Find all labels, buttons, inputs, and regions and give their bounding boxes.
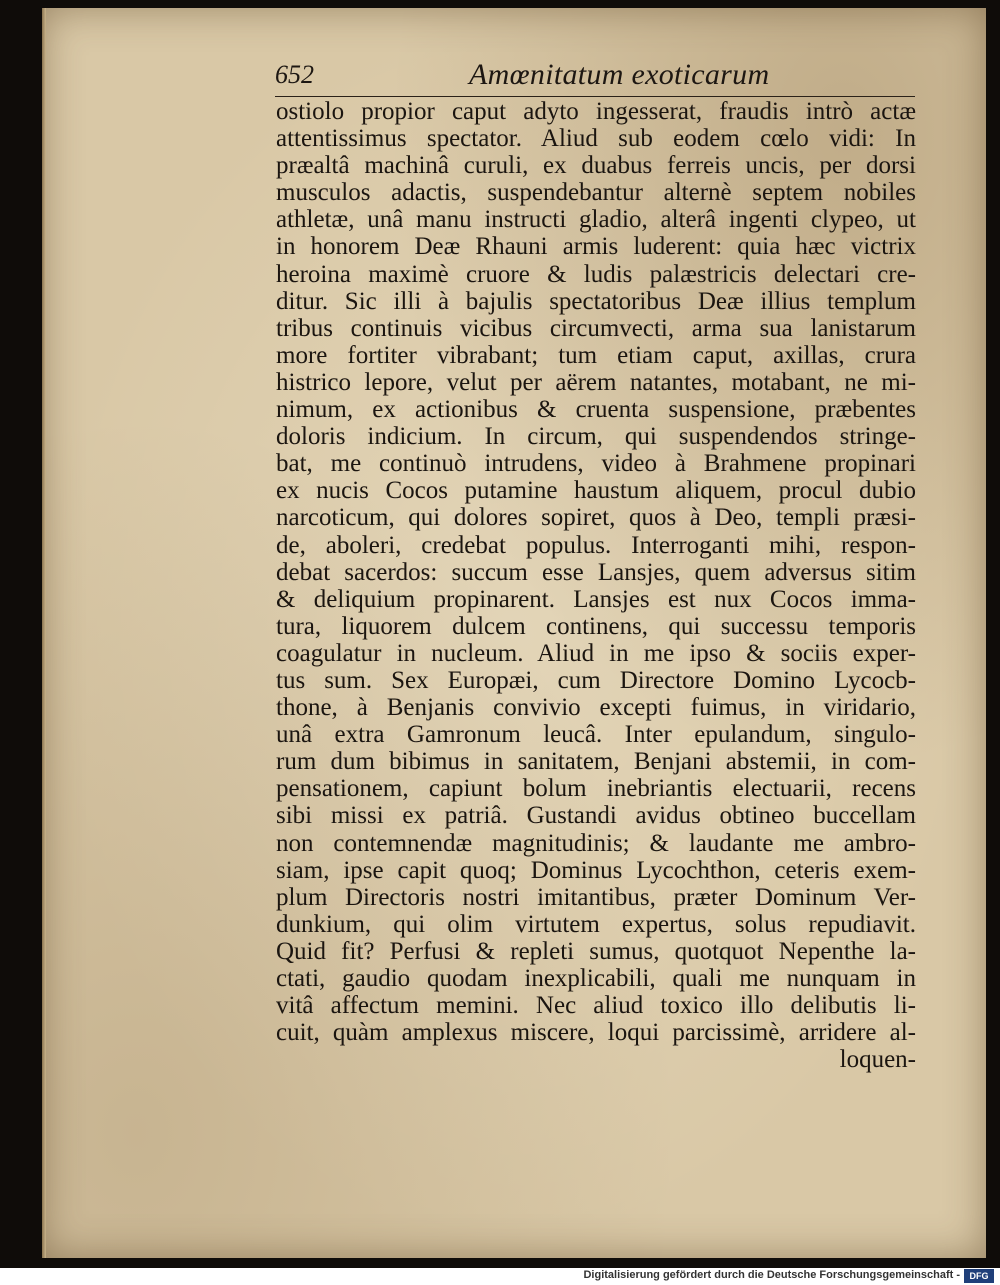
text-line: tura, liquorem dulcem continens, qui successu temporis xyxy=(276,612,916,640)
text-line: coagulatur in nucleum. Aliud in me ipso & sociis exper- xyxy=(276,639,916,667)
body-text xyxy=(276,98,916,1073)
text-line: tribus continuis vicibus circumvecti, arma sua lanistarum xyxy=(276,314,916,342)
text-line: ctati, gaudio quodam inexplicabili, quali me nunquam in xyxy=(276,965,916,992)
text-line: siam, ipse capit quoq; Dominus Lycochthon, ceteris exem- xyxy=(276,856,916,884)
text-line: musculos adactis, suspendebantur alternè septem nobiles xyxy=(276,179,916,207)
text-line: præaltâ machinâ curuli, ex duabus ferreis uncis, per dorsi xyxy=(276,152,916,180)
text-line: dunkium, qui olim virtutem expertus, solus repudiavit. xyxy=(276,910,916,938)
page-header xyxy=(275,56,915,97)
text-line: ostiolo propior caput adyto ingesserat, fraudis intrò actæ xyxy=(276,98,916,125)
text-line: in honorem Deæ Rhauni armis luderent: quia hæc victrix xyxy=(276,233,916,261)
text-line: attentissimus spectator. Aliud sub eodem cœlo vidi: In xyxy=(276,125,916,153)
text-line: more fortiter vibrabant; tum etiam caput, axillas, crura xyxy=(276,341,916,369)
text-line: thone, à Benjanis convivio excepti fuimus, in viridario, xyxy=(276,694,916,722)
funding-note: Digitalisierung gefördert durch die Deutsche Forschungsgemeinschaft - xyxy=(583,1269,960,1281)
text-line: & deliquium propinarent. Lansjes est nux Cocos imma- xyxy=(276,585,916,613)
page-number: 652 xyxy=(275,60,314,89)
catchword: loquen- xyxy=(839,1046,916,1074)
page-edge xyxy=(42,8,46,1258)
text-line: rum dum bibimus in sanitatem, Benjani abstemii, in com- xyxy=(276,748,916,776)
digitization-footer xyxy=(0,1268,1000,1285)
text-line: bat, me continuò intrudens, video à Brahmene propinari xyxy=(276,450,916,478)
text-line: narcoticum, qui dolores sopiret, quos à Deo, templi præsi- xyxy=(276,504,916,532)
text-line: doloris indicium. In circum, qui suspendendos stringe- xyxy=(276,423,916,451)
text-line: de, aboleri, credebat populus. Interroganti mihi, respon- xyxy=(276,531,916,559)
text-line: nimum, ex actionibus & cruenta suspensione, præbentes xyxy=(276,396,916,424)
text-line: heroina maximè cruore & ludis palæstricis delectari cre- xyxy=(276,260,916,288)
text-line: sibi missi ex patriâ. Gustandi avidus obtineo buccellam xyxy=(276,802,916,830)
text-line: cuit, quàm amplexus miscere, loqui parcissimè, arridere al- xyxy=(276,1019,916,1047)
text-line: pensationem, capiunt bolum inebriantis electuarii, recens xyxy=(276,775,916,803)
text-line: ditur. Sic illi à bajulis spectatoribus Deæ illius templum xyxy=(276,287,916,315)
dfg-logo: DFG xyxy=(964,1269,994,1283)
text-line: plum Directoris nostri imitantibus, præter Dominum Ver- xyxy=(276,883,916,911)
running-title: Amœnitatum exoticarum xyxy=(469,58,770,91)
text-line: Quid fit? Perfusi & repleti sumus, quotquot Nepenthe la- xyxy=(276,937,916,965)
text-line: histrico lepore, velut per aërem natantes, motabant, ne mi- xyxy=(276,368,916,396)
text-line: unâ extra Gamronum leucâ. Inter epulandum, singulo- xyxy=(276,721,916,749)
text-line: vitâ affectum memini. Nec aliud toxico illo delibutis li- xyxy=(276,992,916,1020)
text-line: tus sum. Sex Europæi, cum Directore Domino Lycocb- xyxy=(276,666,916,694)
text-line: athletæ, unâ manu instructi gladio, alterâ ingenti clypeo, ut xyxy=(276,206,916,234)
text-line: non contemnendæ magnitudinis; & laudante me ambro- xyxy=(276,829,916,857)
text-line: debat sacerdos: succum esse Lansjes, quem adversus sitim xyxy=(276,558,916,586)
text-line: ex nucis Cocos putamine haustum aliquem, procul dubio xyxy=(276,477,916,505)
